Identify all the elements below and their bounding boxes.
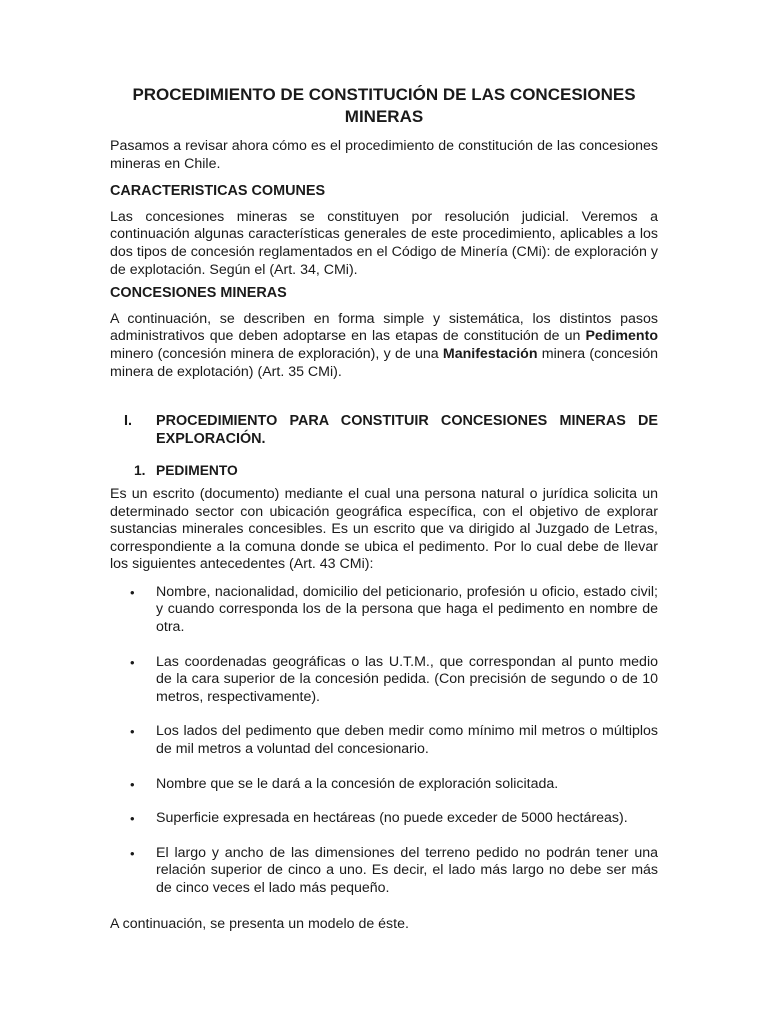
bullet-icon: • — [130, 811, 135, 827]
section-number: I. — [124, 413, 132, 430]
concesiones-heading: CONCESIONES MINERAS — [110, 285, 287, 302]
list-item — [110, 776, 658, 794]
pedimento-paragraph: Es un escrito (documento) mediante el cual una persona natural o jurídica solicita un determinado sector con ubicación geográfica específica, con el objetivo de explorar sustancias minerales concesibles. Es un escrito que va dirigido al Juzgado de Letras, correspondiente a la comuna donde se ubica el pedimento. Por lo cual debe de llevar los siguientes antecedentes (Art. 43 CMi): — [110, 485, 658, 573]
closing-paragraph: A continuación, se presenta un modelo de éste. — [110, 915, 409, 932]
list-item-text: Superficie expresada en hectáreas (no puede exceder de 5000 hectáreas). — [156, 810, 628, 827]
list-item — [110, 723, 658, 758]
caracteristicas-heading: CARACTERISTICAS COMUNES — [110, 183, 326, 200]
document-title: PROCEDIMIENTO DE CONSTITUCIÓN DE LAS CONCESIONES MINERAS — [132, 85, 636, 126]
list-item — [110, 810, 658, 828]
list-item-text: Nombre que se le dará a la concesión de exploración solicitada. — [156, 775, 559, 792]
requirements-list — [110, 584, 658, 898]
bullet-icon: • — [130, 776, 135, 792]
subsection-title: PEDIMENTO — [156, 463, 238, 479]
bullet-icon: • — [130, 845, 135, 861]
bullet-icon: • — [130, 654, 135, 670]
pedimento-bold-term: Pedimento — [585, 328, 658, 345]
bullet-icon: • — [130, 584, 135, 600]
manifestacion-bold-term: Manifestación — [442, 345, 538, 362]
concesiones-text-1: A continuación, se describen en forma simple y sistemática, los distintos pasos administrativos que deben adoptarse en las etapas de constitución de un — [110, 310, 658, 345]
concesiones-text-2: minero (concesión minera de exploración), y de una — [110, 345, 443, 362]
list-item-text: Los lados del pedimento que deben medir como mínimo mil metros o múltiplos de mil metros a voluntad del concesionario. — [156, 723, 658, 758]
section-heading — [110, 413, 658, 448]
intro-paragraph: Pasamos a revisar ahora cómo es el procedimiento de constitución de las concesiones mineras en Chile. — [110, 138, 658, 172]
section-title: PROCEDIMIENTO PARA CONSTITUIR CONCESIONES MINERAS DE EXPLORACIÓN. — [156, 413, 658, 447]
list-item — [110, 654, 658, 707]
list-item-text: Las coordenadas geográficas o las U.T.M., que correspondan al punto medio de la cara superior de la concesión pedida. (Con precisión de segundo o de 10 metros, respectivamente). — [156, 653, 658, 705]
list-item-text: Nombre, nacionalidad, domicilio del peticionario, profesión u oficio, estado civil; y cuando corresponda los de la persona que haga el pedimento en nombre de otra. — [156, 583, 658, 636]
subsection-heading — [110, 462, 658, 480]
concesiones-text-3: minera (concesión minera de explotación) (Art. 35 CMi). — [110, 345, 658, 380]
list-item — [110, 845, 658, 898]
list-item — [110, 584, 658, 637]
list-item-text: El largo y ancho de las dimensiones del terreno pedido no podrán tener una relación superior de cinco a uno. Es decir, el lado más largo no debe ser más de cinco veces el lado más pequeño. — [156, 844, 658, 896]
concesiones-paragraph — [110, 311, 658, 381]
bullet-icon: • — [130, 724, 135, 740]
caracteristicas-paragraph: Las concesiones mineras se constituyen por resolución judicial. Veremos a continuación algunas características generales de este procedimiento, aplicables a los dos tipos de concesión reglamentados en el Código de Minería (CMi): de exploración y de explotación. Según el (Art. 34, CMi). — [110, 208, 658, 278]
subsection-number: 1. — [134, 463, 146, 479]
